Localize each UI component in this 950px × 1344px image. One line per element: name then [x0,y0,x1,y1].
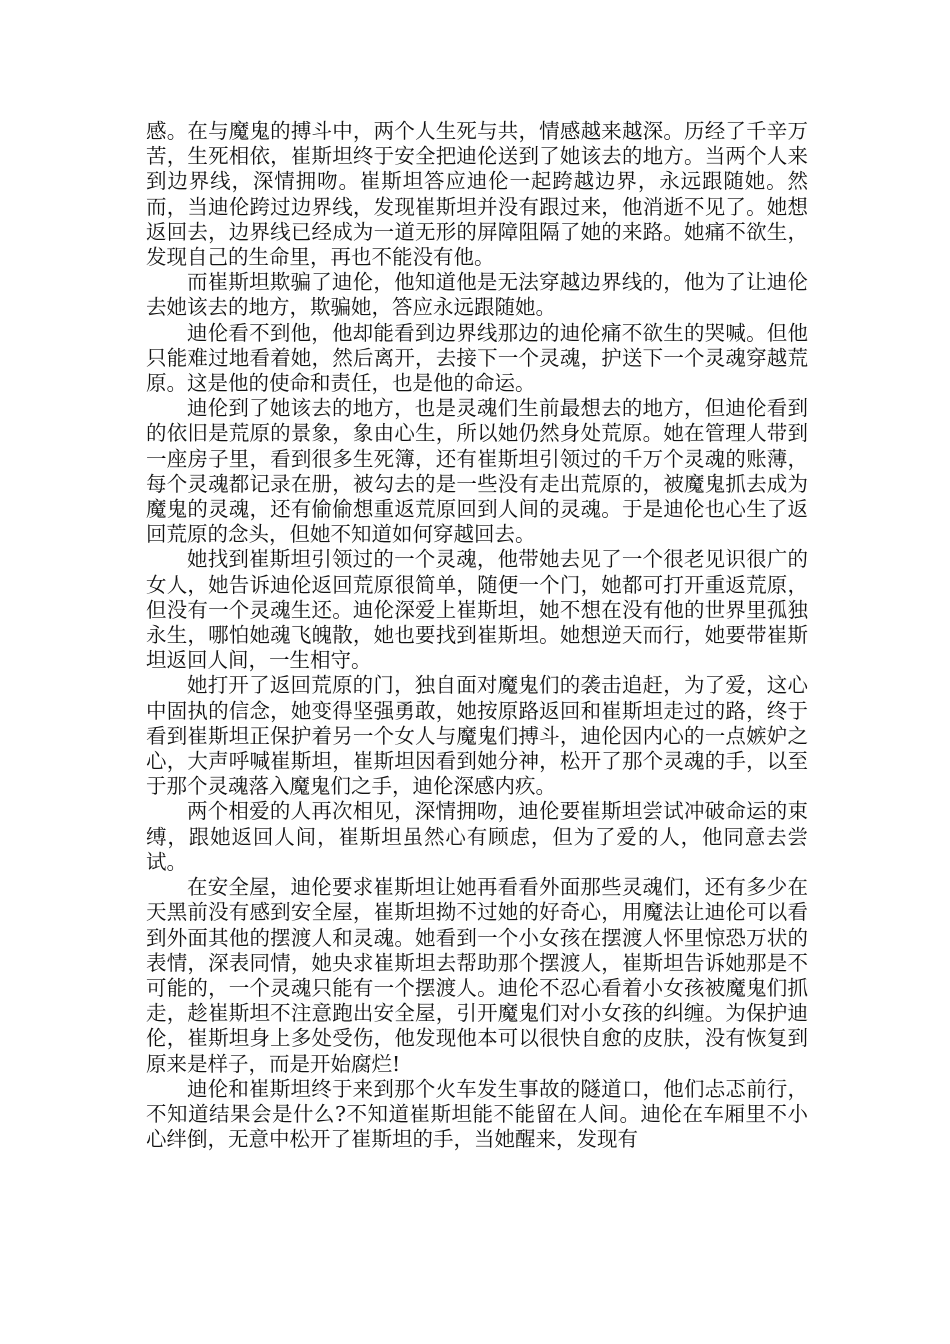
paragraph-9: 迪伦和崔斯坦终于来到那个火车发生事故的隧道口，他们忐忑前行，不知道结果会是什么?不知道崔斯坦能不能留在人间。迪伦在车厢里不小心绊倒，无意中松开了崔斯坦的手，当她醒来，发现有 [146,1076,808,1152]
document-body [146,119,808,1152]
paragraph-8: 在安全屋，迪伦要求崔斯坦让她再看看外面那些灵魂们，还有多少在天黑前没有感到安全屋，崔斯坦拗不过她的好奇心，用魔法让迪伦可以看到外面其他的摆渡人和灵魂。她看到一个小女孩在摆渡人怀里惊恐万状的表情，深表同情，她央求崔斯坦去帮助那个摆渡人，崔斯坦告诉她那是不可能的，一个灵魂只能有一个摆渡人。迪伦不忍心看着小女孩被魔鬼们抓走，趁崔斯坦不注意跑出安全屋，引开魔鬼们对小女孩的纠缠。为保护迪伦，崔斯坦身上多处受伤，他发现他本可以很快自愈的皮肤，没有恢复到原来是样子，而是开始腐烂! [146,875,808,1076]
paragraph-6: 她打开了返回荒原的门，独自面对魔鬼们的袭击追赶，为了爱，这心中固执的信念，她变得坚强勇敢，她按原路返回和崔斯坦走过的路，终于看到崔斯坦正保护着另一个女人与魔鬼们搏斗，迪伦因内心的一点嫉妒之心，大声呼喊崔斯坦，崔斯坦因看到她分神，松开了那个灵魂的手，以至于那个灵魂落入魔鬼们之手，迪伦深感内疚。 [146,673,808,799]
paragraph-4: 迪伦到了她该去的地方，也是灵魂们生前最想去的地方，但迪伦看到的依旧是荒原的景象，象由心生，所以她仍然身处荒原。她在管理人带到一座房子里，看到很多生死簿，还有崔斯坦引领过的千万个灵魂的账薄，每个灵魂都记录在册，被勾去的是一些没有走出荒原的，被魔鬼抓去成为魔鬼的灵魂，还有偷偷想重返荒原回到人间的灵魂。于是迪伦也心生了返回荒原的念头，但她不知道如何穿越回去。 [146,396,808,547]
paragraph-2: 而崔斯坦欺骗了迪伦，他知道他是无法穿越边界线的，他为了让迪伦去她该去的地方，欺骗她，答应永远跟随她。 [146,270,808,320]
paragraph-5: 她找到崔斯坦引领过的一个灵魂，他带她去见了一个很老见识很广的女人，她告诉迪伦返回荒原很简单，随便一个门，她都可打开重返荒原，但没有一个灵魂生还。迪伦深爱上崔斯坦，她不想在没有他的世界里孤独永生，哪怕她魂飞魄散，她也要找到崔斯坦。她想逆天而行，她要带崔斯坦返回人间，一生相守。 [146,547,808,673]
paragraph-3: 迪伦看不到他，他却能看到边界线那边的迪伦痛不欲生的哭喊。但他只能难过地看着她，然后离开，去接下一个灵魂，护送下一个灵魂穿越荒原。这是他的使命和责任，也是他的命运。 [146,320,808,396]
paragraph-7: 两个相爱的人再次相见，深情拥吻，迪伦要崔斯坦尝试冲破命运的束缚，跟她返回人间，崔斯坦虽然心有顾虑，但为了爱的人，他同意去尝试。 [146,799,808,874]
paragraph-1: 感。在与魔鬼的搏斗中，两个人生死与共，情感越来越深。历经了千辛万苦，生死相依，崔斯坦终于安全把迪伦送到了她该去的地方。当两个人来到边界线，深情拥吻。崔斯坦答应迪伦一起跨越边界，永远跟随她。然而，当迪伦跨过边界线，发现崔斯坦并没有跟过来，他消逝不见了。她想返回去，边界线已经成为一道无形的屏障阻隔了她的来路。她痛不欲生，发现自己的生命里，再也不能没有他。 [146,119,808,270]
